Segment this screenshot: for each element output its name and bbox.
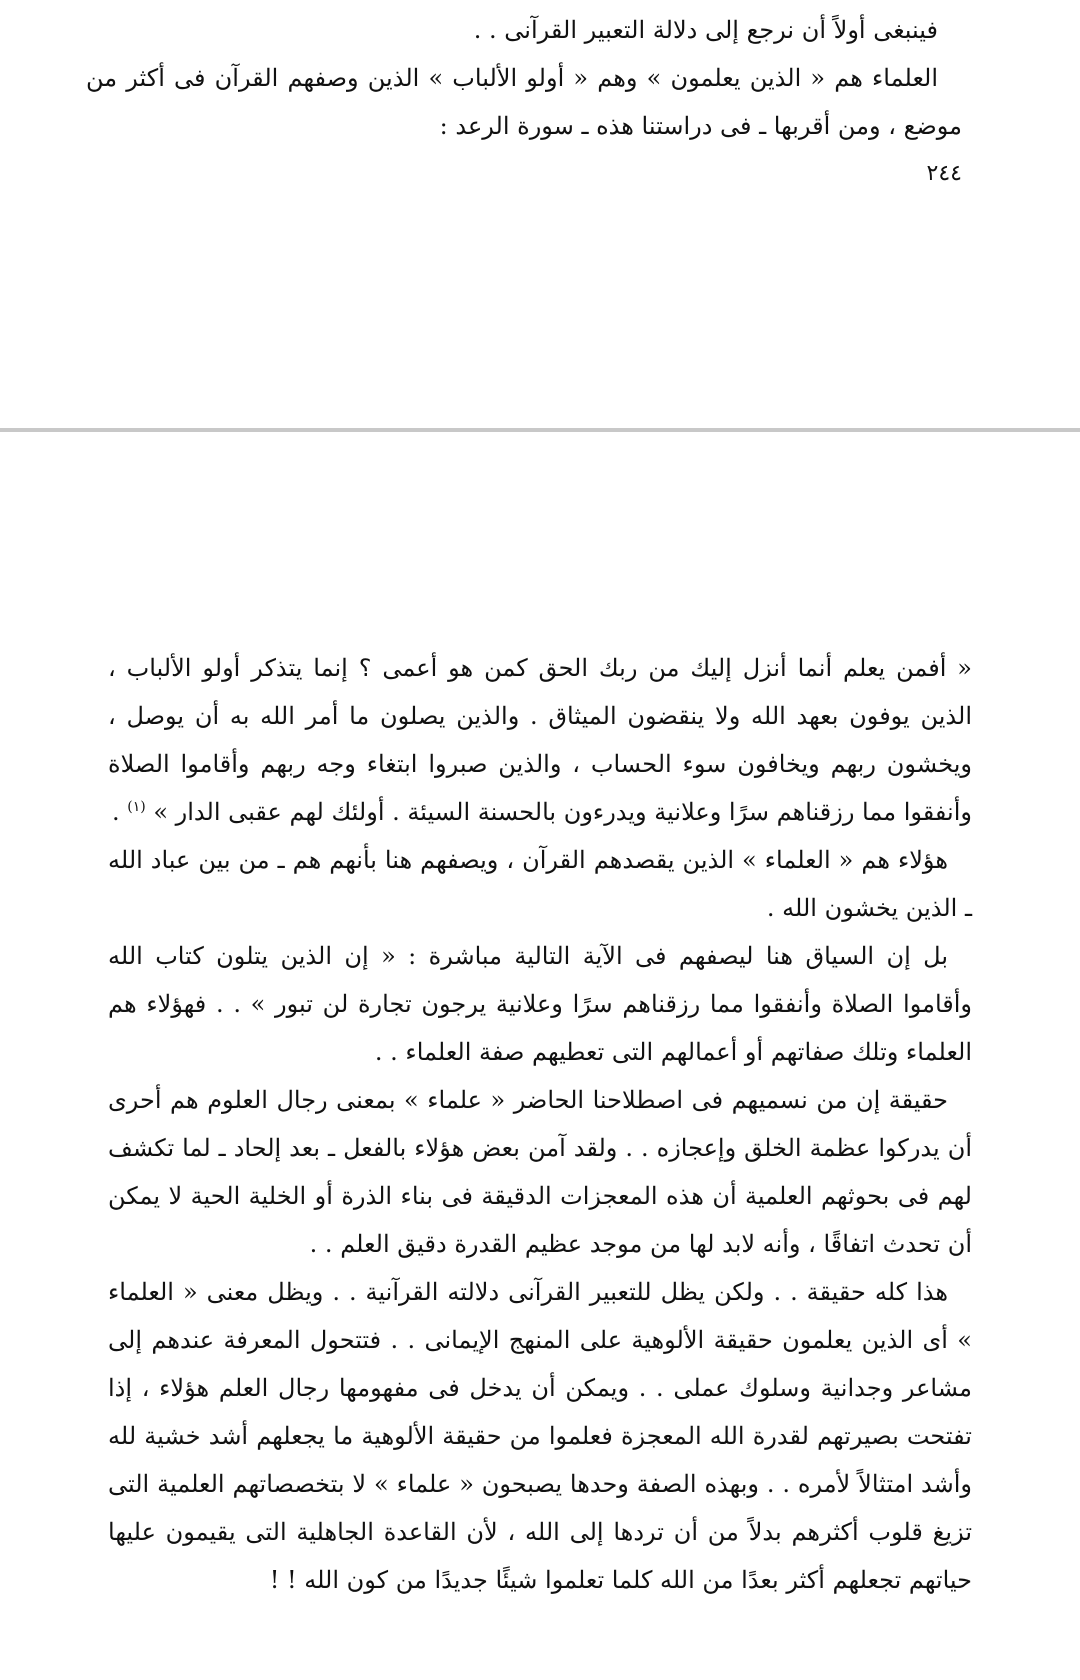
page-number: ٢٤٤: [926, 161, 962, 186]
paragraph-next-verse: بل إن السياق هنا ليصفهم فى الآية التالية مباشرة : « إن الذين يتلون كتاب الله وأقاموا الصلاة وأنفقوا مما رزقناهم سرًا وعلانية يرجون تجارة لن تبور » . . فهؤلاء هم العلماء وتلك صفاتهم أو أعمالهم التى تعطيهم صفة العلماء . .: [108, 942, 973, 1066]
paragraph-quranic-meaning: هذا كله حقيقة . . ولكن يظل للتعبير القرآنى دلالته القرآنية . . ويظل معنى « العلماء » أى الذين يعلمون حقيقة الألوهية على المنهج الإيمانى . . فتتحول المعرفة عندهم إلى مشاعر وجدانية وسلوك عملى . . ويمكن أن يدخل فى مفهومها رجال العلم هؤلاء ، إذا تفتحت بصيرتهم لقدرة الله المعجزة فعلموا من حقيقة الألوهية ما يجعلهم أشد خشية لله وأشد امتثالاً لأمره . . وبهذه الصفة وحدها يصبحون « علماء » لا بتخصصاتهم العلمية التى تزيغ قلوب أكثرهم بدلاً من أن تردها إلى الله ، لأن القاعدة الجاهلية التى يقيمون عليها حياتهم تجعلهم أكثر بعدًا من الله كلما تعلموا شيئًا جديدًا من كون الله ! !: [108, 1278, 972, 1594]
footnote-marker: (١): [127, 799, 146, 815]
paragraph-scholars-definition: العلماء هم « الذين يعلمون » وهم « أولو الألباب » الذين وصفهم القرآن فى أكثر من موضع ، ومن أقربها ـ فى دراستنا هذه ـ سورة الرعد :: [86, 64, 962, 140]
paragraph-scholars-described: هؤلاء هم « العلماء » الذين يقصدهم القرآن ، ويصفهم هنا بأنهم هم ـ من بين عباد الله ـ الذين يخشون الله .: [108, 846, 972, 922]
bottom-page-text: [0, 644, 1080, 1604]
quote-text: « أفمن يعلم أنما أنزل إليك من ربك الحق كمن هو أعمى ؟ إنما يتذكر أولو الألباب ، الذين يوفون بعهد الله ولا ينقضون الميثاق . والذين يصلون ما أمر الله به أن يوصل ، ويخشون ربهم ويخافون سوء الحساب ، والذين صبروا ابتغاء وجه ربهم وأقاموا الصلاة وأنفقوا مما رزقناهم سرًا وعلانية ويدرءون بالحسنة السيئة . أولئك لهم عقبى الدار »: [108, 654, 972, 826]
bottom-page: [0, 432, 1080, 1680]
paragraph-intro: فينبغى أولاً أن نرجع إلى دلالة التعبير القرآنى . .: [473, 16, 938, 44]
top-page-text: [0, 6, 1080, 194]
top-page: [0, 0, 1080, 428]
quran-quote: « أفمن يعلم أنما أنزل إليك من ربك الحق كمن هو أعمى ؟ إنما يتذكر أولو الألباب ، الذين يوفون بعهد الله ولا ينقضون الميثاق . والذين يصلون ما أمر الله به أن يوصل ، ويخشون ربهم ويخافون سوء الحساب ، والذين صبروا ابتغاء وجه ربهم وأقاموا الصلاة وأنفقوا مما رزقناهم سرًا وعلانية ويدرءون بالحسنة السيئة . أولئك لهم عقبى الدار » $^{(١)}$ .: [108, 654, 972, 826]
paragraph-modern-scientists: حقيقة إن من نسميهم فى اصطلاحنا الحاضر « علماء » بمعنى رجال العلوم هم أحرى أن يدركوا عظمة الخلق وإعجازه . . ولقد آمن بعض هؤلاء بالفعل ـ بعد إلحاد ـ لما تكشف لهم فى بحوثهم العلمية أن هذه المعجزات الدقيقة فى بناء الذرة أو الخلية الحية لا يمكن أن تحدث اتفاقًا ، وأنه لابد لها من موجد عظيم القدرة دقيق العلم . .: [108, 1086, 972, 1258]
